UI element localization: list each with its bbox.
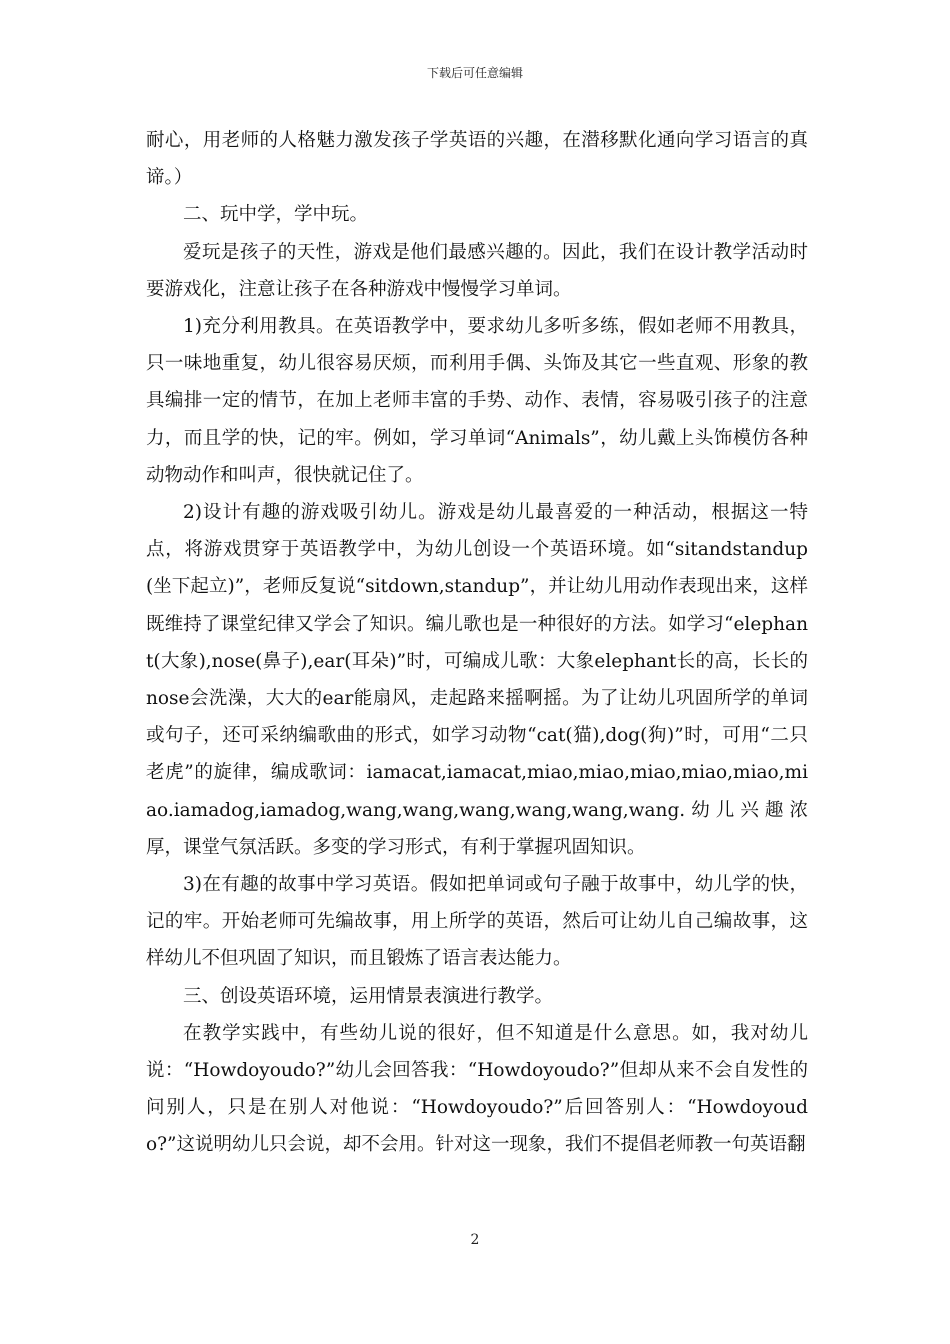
section-heading-3: 三、创设英语环境，运用情景表演进行教学。 [183,985,554,1007]
paragraph-point-1: 1)充分利用教具。在英语教学中，要求幼儿多听多练，假如老师不用教具，只一味地重复，幼儿很容易厌烦，而利用手偶、头饰及其它一些直观、形象的教具编排一定的情节，在加上老师丰富的手势、动作、表情，容易吸引孩子的注意力，而且学的快，记的牢。例如，学习单词“Animals”，幼儿戴上头饰模仿各种动物动作和叫声，很快就记住了。 [146,316,808,486]
paragraph-continuation: 耐心，用老师的人格魅力激发孩子学英语的兴趣，在潜移默化通向学习语言的真谛。） [146,130,808,189]
paragraph-point-2: 2)设计有趣的游戏吸引幼儿。游戏是幼儿最喜爱的一种活动，根据这一特点，将游戏贯穿于英语教学中，为幼儿创设一个英语环境。如“sitandstandup(坐下起立)”，老师反复说“sitdown,standup”，并让幼儿用动作表现出来，这样既维持了课堂纪律又学会了知识。编儿歌也是一种很好的方法。如学习“elephant(大象),nose(鼻子),ear(耳朵)”时，可编成儿歌：大象elephant长的高，长长的nose会洗澡，大大的ear能扇风，走起路来摇啊摇。为了让幼儿巩固所学的单词或句子，还可采纳编歌曲的形式，如学习动物“cat(猫),dog(狗)”时，可用“二只老虎”的旋律，编成歌词：iamacat,iamacat,miao,miao,miao,miao,miao,miao.iamadog,iamadog,wang,wang,wang,wang,wang,wang.幼儿兴趣浓厚，课堂气氛活跃。多变的学习形式，有利于掌握巩固知识。 [146,502,808,858]
page-header: 下载后可任意编辑 [426,66,523,80]
document-body [146,122,808,1164]
page-number: 2 [470,1232,480,1248]
section-heading-2: 二、玩中学，学中玩。 [183,204,369,226]
paragraph-intro: 爱玩是孩子的天性，游戏是他们最感兴趣的。因此，我们在设计教学活动时要游戏化，注意让孩子在各种游戏中慢慢学习单词。 [146,241,808,300]
paragraph-practice: 在教学实践中，有些幼儿说的很好，但不知道是什么意思。如，我对幼儿说：“Howdoyoudo?”幼儿会回答我：“Howdoyoudo?”但却从来不会自发性的问别人，只是在别人对他说：“Howdoyoudo?”后回答别人：“Howdoyoudo?”这说明幼儿只会说，却不会用。针对这一现象，我们不提倡老师教一句英语翻 [146,1022,808,1156]
paragraph-point-3: 3)在有趣的故事中学习英语。假如把单词或句子融于故事中，幼儿学的快，记的牢。开始老师可先编故事，用上所学的英语，然后可让幼儿自己编故事，这样幼儿不但巩固了知识，而且锻炼了语言表达能力。 [146,874,808,970]
